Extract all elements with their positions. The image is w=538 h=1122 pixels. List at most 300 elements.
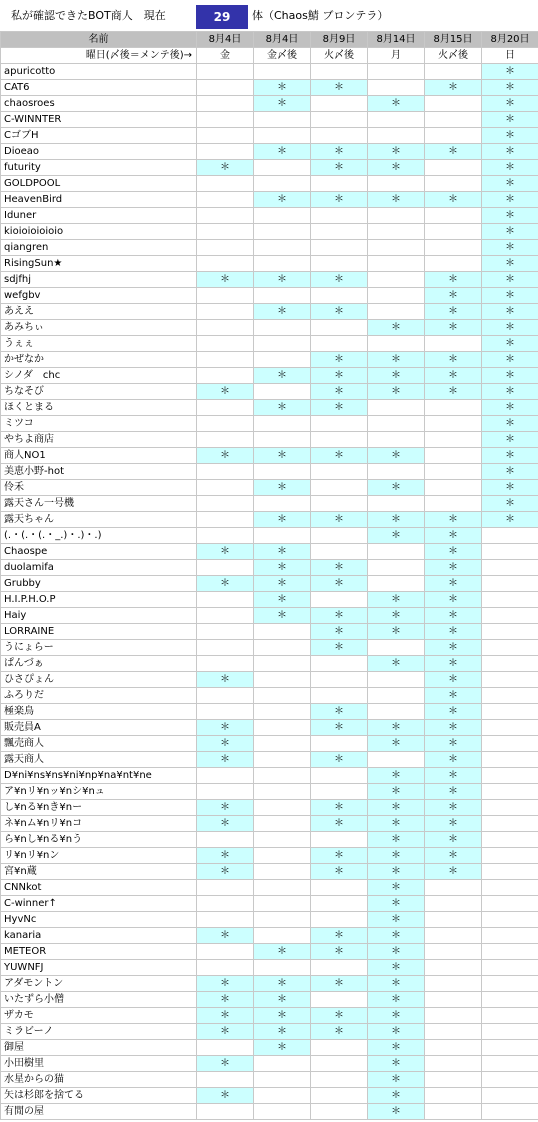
empty-cell xyxy=(254,336,311,352)
table-row xyxy=(1,432,538,448)
merchant-name-cell: 御屋 xyxy=(1,1040,197,1056)
table-row xyxy=(1,848,538,864)
table-row xyxy=(1,96,538,112)
header-suffix: 体（Chaos鯖 ブロンテラ） xyxy=(252,9,389,22)
sighting-mark-cell: ＊ xyxy=(482,192,538,208)
merchant-name-cell: うぇぇ xyxy=(1,336,197,352)
sighting-mark-cell: ＊ xyxy=(197,992,254,1008)
empty-cell xyxy=(425,496,482,512)
empty-cell xyxy=(425,224,482,240)
sighting-mark-cell: ＊ xyxy=(425,816,482,832)
empty-cell xyxy=(254,160,311,176)
sighting-mark-cell: ＊ xyxy=(368,1104,425,1120)
empty-cell xyxy=(425,416,482,432)
table-row xyxy=(1,416,538,432)
empty-cell xyxy=(482,832,538,848)
sighting-mark-cell: ＊ xyxy=(368,784,425,800)
empty-cell xyxy=(311,320,368,336)
sighting-mark-cell: ＊ xyxy=(311,944,368,960)
sighting-mark-cell: ＊ xyxy=(254,1024,311,1040)
column-header-date: 8月4日 xyxy=(197,32,254,48)
table-row xyxy=(1,672,538,688)
sighting-mark-cell: ＊ xyxy=(311,192,368,208)
empty-cell xyxy=(482,880,538,896)
table-row xyxy=(1,1008,538,1024)
empty-cell xyxy=(197,768,254,784)
empty-cell xyxy=(368,128,425,144)
empty-cell xyxy=(425,432,482,448)
sighting-mark-cell: ＊ xyxy=(368,608,425,624)
empty-cell xyxy=(311,336,368,352)
empty-cell xyxy=(482,976,538,992)
empty-cell xyxy=(254,352,311,368)
empty-cell xyxy=(482,1040,538,1056)
empty-cell xyxy=(482,816,538,832)
sighting-mark-cell: ＊ xyxy=(425,784,482,800)
empty-cell xyxy=(254,848,311,864)
column-header-weekday: 金〆後 xyxy=(254,48,311,64)
sighting-mark-cell: ＊ xyxy=(482,288,538,304)
sighting-mark-cell: ＊ xyxy=(254,304,311,320)
sighting-mark-cell: ＊ xyxy=(482,512,538,528)
empty-cell xyxy=(482,576,538,592)
table-row xyxy=(1,832,538,848)
empty-cell xyxy=(197,464,254,480)
sighting-mark-cell: ＊ xyxy=(368,624,425,640)
sighting-mark-cell: ＊ xyxy=(482,96,538,112)
empty-cell xyxy=(482,1024,538,1040)
empty-cell xyxy=(254,112,311,128)
sighting-mark-cell: ＊ xyxy=(482,176,538,192)
column-header-weekday: 月 xyxy=(368,48,425,64)
sighting-mark-cell: ＊ xyxy=(482,160,538,176)
table-row xyxy=(1,208,538,224)
empty-cell xyxy=(197,80,254,96)
empty-cell xyxy=(311,128,368,144)
empty-cell xyxy=(311,1072,368,1088)
sighting-mark-cell: ＊ xyxy=(368,832,425,848)
table-row xyxy=(1,816,538,832)
sighting-mark-cell: ＊ xyxy=(482,368,538,384)
table-row xyxy=(1,912,538,928)
empty-cell xyxy=(311,880,368,896)
sighting-mark-cell: ＊ xyxy=(425,672,482,688)
table-row xyxy=(1,448,538,464)
empty-cell xyxy=(311,1088,368,1104)
sighting-mark-cell: ＊ xyxy=(368,480,425,496)
sighting-mark-cell: ＊ xyxy=(254,1040,311,1056)
empty-cell xyxy=(482,960,538,976)
empty-cell xyxy=(197,176,254,192)
sighting-mark-cell: ＊ xyxy=(368,1024,425,1040)
sighting-mark-cell: ＊ xyxy=(368,1040,425,1056)
empty-cell xyxy=(254,784,311,800)
empty-cell xyxy=(368,432,425,448)
empty-cell xyxy=(197,288,254,304)
merchant-name-cell: 露天商人 xyxy=(1,752,197,768)
merchant-name-cell: METEOR xyxy=(1,944,197,960)
sighting-mark-cell: ＊ xyxy=(482,240,538,256)
merchant-name-cell: ら¥nし¥nる¥nう xyxy=(1,832,197,848)
sighting-mark-cell: ＊ xyxy=(254,560,311,576)
sighting-mark-cell: ＊ xyxy=(197,1024,254,1040)
empty-cell xyxy=(197,528,254,544)
sighting-mark-cell: ＊ xyxy=(482,496,538,512)
sighting-mark-cell: ＊ xyxy=(254,512,311,528)
empty-cell xyxy=(197,496,254,512)
sighting-mark-cell: ＊ xyxy=(197,848,254,864)
table-row xyxy=(1,640,538,656)
merchant-name-cell: リ¥nリ¥nン xyxy=(1,848,197,864)
empty-cell xyxy=(482,624,538,640)
empty-cell xyxy=(197,320,254,336)
sighting-mark-cell: ＊ xyxy=(197,448,254,464)
empty-cell xyxy=(425,464,482,480)
sighting-mark-cell: ＊ xyxy=(197,1008,254,1024)
empty-cell xyxy=(197,688,254,704)
empty-cell xyxy=(425,240,482,256)
sighting-mark-cell: ＊ xyxy=(311,1008,368,1024)
merchant-name-cell: ミツコ xyxy=(1,416,197,432)
merchant-name-cell: HeavenBird xyxy=(1,192,197,208)
merchant-name-cell: ア¥nリ¥nッ¥nシ¥nュ xyxy=(1,784,197,800)
sighting-mark-cell: ＊ xyxy=(254,272,311,288)
empty-cell xyxy=(254,672,311,688)
empty-cell xyxy=(254,384,311,400)
merchant-name-cell: CNNkot xyxy=(1,880,197,896)
sighting-mark-cell: ＊ xyxy=(197,976,254,992)
empty-cell xyxy=(197,784,254,800)
sighting-mark-cell: ＊ xyxy=(482,416,538,432)
sighting-mark-cell: ＊ xyxy=(368,448,425,464)
empty-cell xyxy=(368,64,425,80)
empty-cell xyxy=(254,64,311,80)
empty-cell xyxy=(368,80,425,96)
empty-cell xyxy=(311,416,368,432)
merchant-name-cell: 露天さん一号機 xyxy=(1,496,197,512)
empty-cell xyxy=(368,208,425,224)
empty-cell xyxy=(197,432,254,448)
empty-cell xyxy=(197,144,254,160)
empty-cell xyxy=(482,752,538,768)
sighting-mark-cell: ＊ xyxy=(254,144,311,160)
empty-cell xyxy=(482,912,538,928)
merchant-name-cell: ぱんづぁ xyxy=(1,656,197,672)
sighting-mark-cell: ＊ xyxy=(311,928,368,944)
empty-cell xyxy=(254,528,311,544)
sighting-mark-cell: ＊ xyxy=(425,320,482,336)
empty-cell xyxy=(254,704,311,720)
empty-cell xyxy=(311,896,368,912)
sighting-mark-cell: ＊ xyxy=(425,384,482,400)
sighting-mark-cell: ＊ xyxy=(311,576,368,592)
sighting-mark-cell: ＊ xyxy=(311,144,368,160)
empty-cell xyxy=(368,576,425,592)
empty-cell xyxy=(368,112,425,128)
empty-cell xyxy=(311,240,368,256)
sighting-mark-cell: ＊ xyxy=(368,800,425,816)
sighting-mark-cell: ＊ xyxy=(482,304,538,320)
empty-cell xyxy=(311,256,368,272)
empty-cell xyxy=(254,128,311,144)
table-row xyxy=(1,320,538,336)
table-row xyxy=(1,560,538,576)
empty-cell xyxy=(311,464,368,480)
empty-cell xyxy=(254,1072,311,1088)
sighting-mark-cell: ＊ xyxy=(368,736,425,752)
empty-cell xyxy=(425,1040,482,1056)
merchant-name-cell: 宮¥n蔵 xyxy=(1,864,197,880)
sighting-mark-cell: ＊ xyxy=(368,1056,425,1072)
empty-cell xyxy=(197,224,254,240)
sighting-mark-cell: ＊ xyxy=(368,144,425,160)
table-row xyxy=(1,928,538,944)
empty-cell xyxy=(254,928,311,944)
empty-cell xyxy=(311,912,368,928)
table-row xyxy=(1,240,538,256)
empty-cell xyxy=(197,896,254,912)
merchant-name-cell: sdjfhj xyxy=(1,272,197,288)
empty-cell xyxy=(254,688,311,704)
sighting-mark-cell: ＊ xyxy=(368,768,425,784)
empty-cell xyxy=(197,1104,254,1120)
empty-cell xyxy=(368,240,425,256)
empty-cell xyxy=(311,288,368,304)
sighting-mark-cell: ＊ xyxy=(482,432,538,448)
merchant-name-cell: 矢は杉郎を捨てる xyxy=(1,1088,197,1104)
empty-cell xyxy=(368,704,425,720)
sighting-mark-cell: ＊ xyxy=(425,720,482,736)
sighting-mark-cell: ＊ xyxy=(425,144,482,160)
empty-cell xyxy=(368,272,425,288)
table-row xyxy=(1,512,538,528)
merchant-name-cell: futurity xyxy=(1,160,197,176)
table-row xyxy=(1,624,538,640)
table-row xyxy=(1,592,538,608)
merchant-name-cell: duolamifa xyxy=(1,560,197,576)
sighting-mark-cell: ＊ xyxy=(368,592,425,608)
sighting-mark-cell: ＊ xyxy=(425,272,482,288)
sighting-mark-cell: ＊ xyxy=(482,80,538,96)
empty-cell xyxy=(482,800,538,816)
table-row xyxy=(1,896,538,912)
empty-cell xyxy=(254,768,311,784)
empty-cell xyxy=(425,64,482,80)
empty-cell xyxy=(311,736,368,752)
empty-cell xyxy=(254,496,311,512)
merchant-name-cell: apuricotto xyxy=(1,64,197,80)
merchant-name-cell: 飄売商人 xyxy=(1,736,197,752)
empty-cell xyxy=(425,176,482,192)
sighting-mark-cell: ＊ xyxy=(425,368,482,384)
merchant-name-cell: 極楽鳥 xyxy=(1,704,197,720)
empty-cell xyxy=(482,544,538,560)
sighting-mark-cell: ＊ xyxy=(254,96,311,112)
empty-cell xyxy=(482,1008,538,1024)
table-row xyxy=(1,1024,538,1040)
empty-cell xyxy=(482,1088,538,1104)
empty-cell xyxy=(425,1104,482,1120)
sighting-mark-cell: ＊ xyxy=(254,992,311,1008)
merchant-name-cell: アダモントン xyxy=(1,976,197,992)
table-row xyxy=(1,656,538,672)
sighting-mark-cell: ＊ xyxy=(254,544,311,560)
sighting-mark-cell: ＊ xyxy=(311,304,368,320)
empty-cell xyxy=(482,720,538,736)
sighting-mark-cell: ＊ xyxy=(425,768,482,784)
merchant-name-cell: ちなそび xyxy=(1,384,197,400)
empty-cell xyxy=(254,1104,311,1120)
empty-cell xyxy=(425,480,482,496)
empty-cell xyxy=(254,640,311,656)
merchant-name-cell: 小田樹里 xyxy=(1,1056,197,1072)
sighting-mark-cell: ＊ xyxy=(482,144,538,160)
empty-cell xyxy=(254,464,311,480)
empty-cell xyxy=(311,592,368,608)
empty-cell xyxy=(197,192,254,208)
merchant-name-cell: 美恵小野-hot xyxy=(1,464,197,480)
header-row-dates xyxy=(1,32,538,48)
empty-cell xyxy=(311,688,368,704)
sighting-mark-cell: ＊ xyxy=(311,448,368,464)
sighting-mark-cell: ＊ xyxy=(368,720,425,736)
sighting-mark-cell: ＊ xyxy=(311,368,368,384)
merchant-name-cell: かぜなか xyxy=(1,352,197,368)
sighting-mark-cell: ＊ xyxy=(368,816,425,832)
sighting-mark-cell: ＊ xyxy=(482,448,538,464)
table-row xyxy=(1,464,538,480)
sighting-mark-cell: ＊ xyxy=(482,224,538,240)
empty-cell xyxy=(368,304,425,320)
table-row xyxy=(1,736,538,752)
empty-cell xyxy=(254,816,311,832)
empty-cell xyxy=(311,544,368,560)
empty-cell xyxy=(425,336,482,352)
sighting-mark-cell: ＊ xyxy=(197,736,254,752)
empty-cell xyxy=(425,112,482,128)
empty-cell xyxy=(368,176,425,192)
empty-cell xyxy=(197,656,254,672)
sighting-mark-cell: ＊ xyxy=(425,560,482,576)
merchant-name-cell: 商人NO1 xyxy=(1,448,197,464)
table-row xyxy=(1,336,538,352)
empty-cell xyxy=(425,1088,482,1104)
sighting-mark-cell: ＊ xyxy=(311,848,368,864)
empty-cell xyxy=(425,992,482,1008)
column-header-date: 8月4日 xyxy=(254,32,311,48)
sighting-mark-cell: ＊ xyxy=(254,592,311,608)
empty-cell xyxy=(254,416,311,432)
sighting-mark-cell: ＊ xyxy=(311,512,368,528)
empty-cell xyxy=(425,208,482,224)
empty-cell xyxy=(311,176,368,192)
merchant-name-cell: 水星からの猫 xyxy=(1,1072,197,1088)
sighting-mark-cell: ＊ xyxy=(311,272,368,288)
empty-cell xyxy=(425,1056,482,1072)
empty-cell xyxy=(311,1104,368,1120)
table-row xyxy=(1,752,538,768)
empty-cell xyxy=(425,944,482,960)
sighting-mark-cell: ＊ xyxy=(311,704,368,720)
sighting-mark-cell: ＊ xyxy=(425,608,482,624)
empty-cell xyxy=(197,944,254,960)
empty-cell xyxy=(254,288,311,304)
empty-cell xyxy=(197,336,254,352)
merchant-name-cell: Grubby xyxy=(1,576,197,592)
weekday-row-label: 曜日(〆後＝メンテ後)→ xyxy=(1,48,197,64)
table-row xyxy=(1,368,538,384)
empty-cell xyxy=(368,560,425,576)
empty-cell xyxy=(482,864,538,880)
sighting-mark-cell: ＊ xyxy=(482,384,538,400)
sighting-mark-cell: ＊ xyxy=(482,112,538,128)
table-row xyxy=(1,992,538,1008)
sighting-mark-cell: ＊ xyxy=(311,352,368,368)
column-header-weekday: 火〆後 xyxy=(311,48,368,64)
table-row xyxy=(1,1072,538,1088)
sighting-mark-cell: ＊ xyxy=(197,864,254,880)
sighting-mark-cell: ＊ xyxy=(254,944,311,960)
empty-cell xyxy=(197,1072,254,1088)
sighting-mark-cell: ＊ xyxy=(482,208,538,224)
empty-cell xyxy=(482,672,538,688)
sighting-mark-cell: ＊ xyxy=(425,736,482,752)
merchant-name-cell: 伶禾 xyxy=(1,480,197,496)
column-header-weekday: 日 xyxy=(482,48,538,64)
sighting-mark-cell: ＊ xyxy=(425,192,482,208)
table-row xyxy=(1,256,538,272)
empty-cell xyxy=(197,304,254,320)
sighting-mark-cell: ＊ xyxy=(425,592,482,608)
empty-cell xyxy=(254,256,311,272)
empty-cell xyxy=(197,560,254,576)
merchant-name-cell: ひさぴょん xyxy=(1,672,197,688)
sighting-mark-cell: ＊ xyxy=(425,848,482,864)
table-row xyxy=(1,944,538,960)
empty-cell xyxy=(482,592,538,608)
sighting-mark-cell: ＊ xyxy=(368,992,425,1008)
empty-cell xyxy=(482,608,538,624)
merchant-name-cell: kioioioioioio xyxy=(1,224,197,240)
empty-cell xyxy=(482,784,538,800)
column-header-date: 8月15日 xyxy=(425,32,482,48)
empty-cell xyxy=(197,368,254,384)
sighting-mark-cell: ＊ xyxy=(368,656,425,672)
sighting-mark-cell: ＊ xyxy=(197,816,254,832)
empty-cell xyxy=(254,912,311,928)
empty-cell xyxy=(425,928,482,944)
sighting-mark-cell: ＊ xyxy=(425,656,482,672)
header-prefix: 私が確認できたBOT商人 現在 xyxy=(11,9,166,22)
sighting-mark-cell: ＊ xyxy=(311,816,368,832)
empty-cell xyxy=(311,656,368,672)
merchant-name-cell: あええ xyxy=(1,304,197,320)
empty-cell xyxy=(197,704,254,720)
merchant-name-cell: GOLDPOOL xyxy=(1,176,197,192)
merchant-name-cell: CゴブH xyxy=(1,128,197,144)
column-header-date: 8月9日 xyxy=(311,32,368,48)
sighting-mark-cell: ＊ xyxy=(311,752,368,768)
sighting-mark-cell: ＊ xyxy=(368,848,425,864)
empty-cell xyxy=(254,624,311,640)
table-row xyxy=(1,64,538,80)
table-row xyxy=(1,80,538,96)
empty-cell xyxy=(482,1056,538,1072)
empty-cell xyxy=(254,656,311,672)
merchant-name-cell: ザカモ xyxy=(1,1008,197,1024)
sighting-mark-cell: ＊ xyxy=(197,272,254,288)
sighting-mark-cell: ＊ xyxy=(311,608,368,624)
